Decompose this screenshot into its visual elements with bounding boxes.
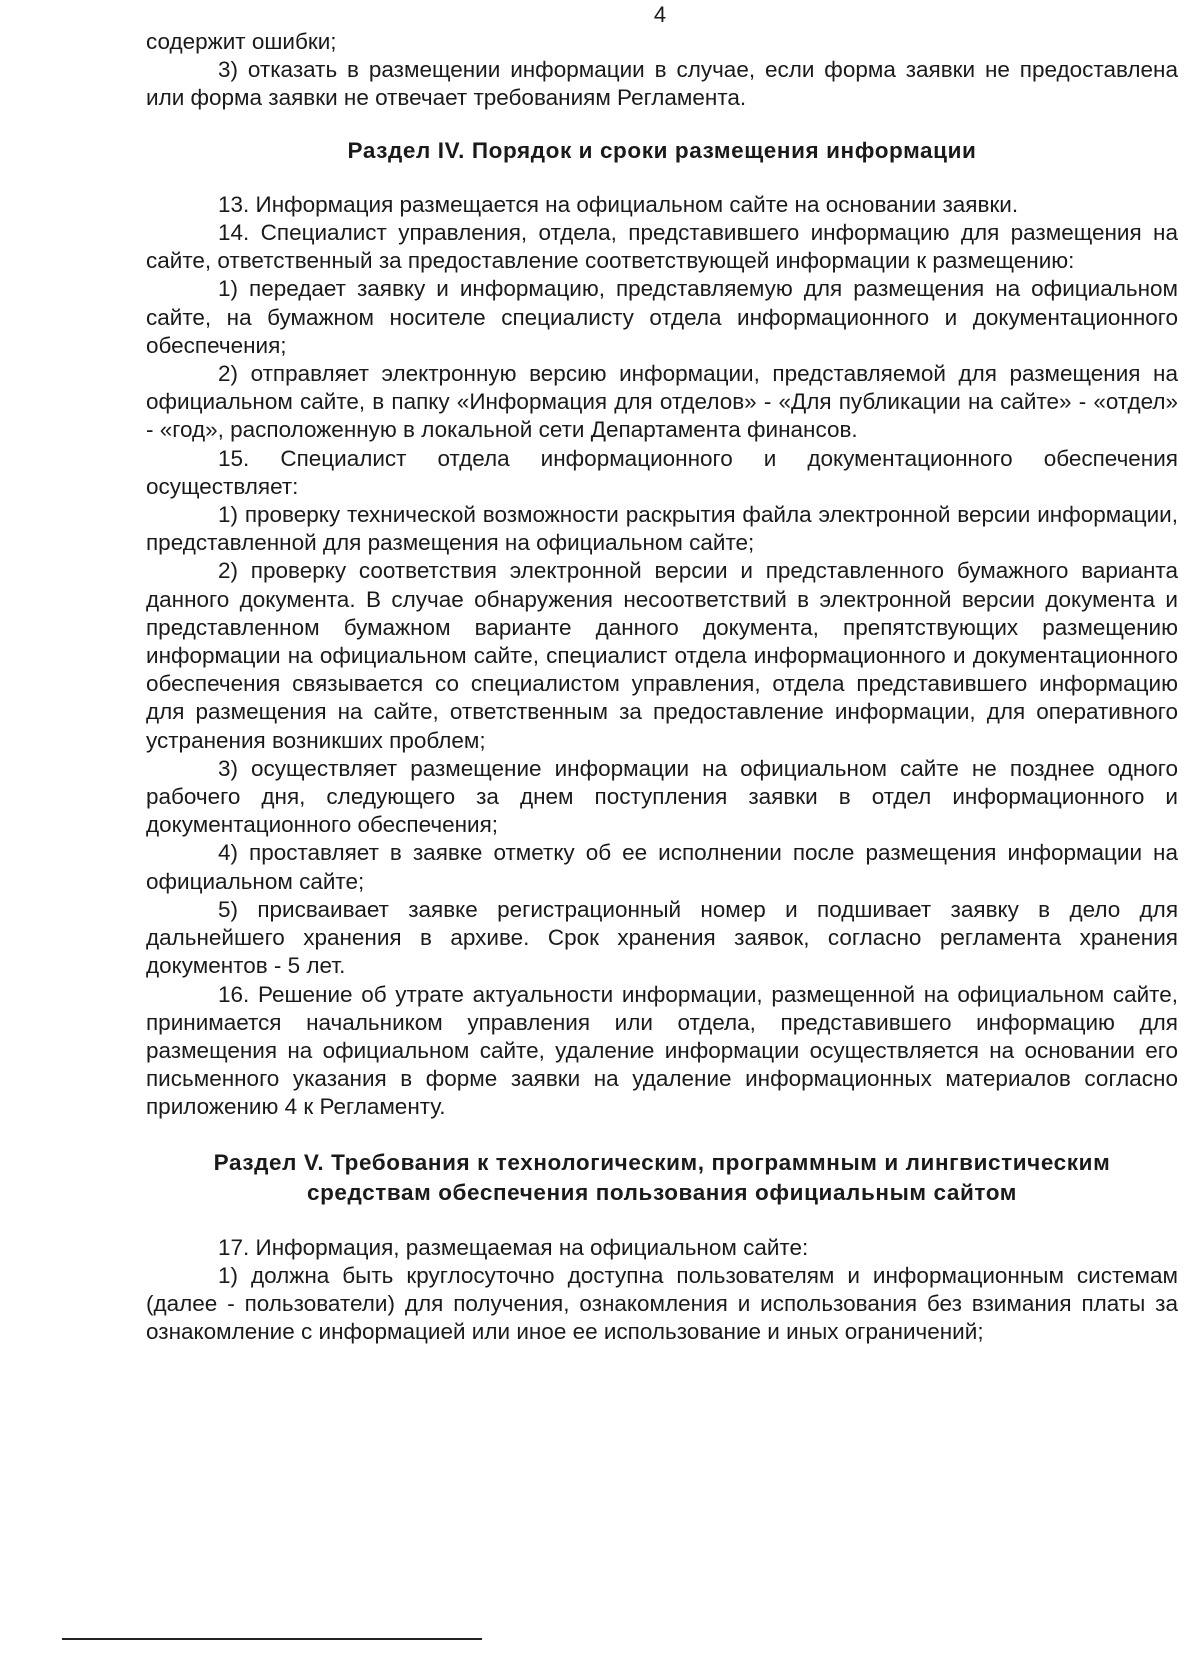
section-5-title-line-2: средствам обеспечения пользования официальным сайтом bbox=[306, 1179, 1018, 1205]
paragraph-refuse-item: 3) отказать в размещении информации в случае, если форма заявки не предоставлена или форма заявки не отвечает требованиям Регламента. bbox=[146, 57, 1178, 111]
paragraph-15-item-4: 4) проставляет в заявке отметку об ее исполнении после размещения информации на официальном сайте; bbox=[146, 840, 1178, 894]
footnote-separator bbox=[62, 1638, 482, 1640]
paragraph-13: 13. Информация размещается на официальном сайте на основании заявки. bbox=[218, 191, 1019, 217]
paragraph-16: 16. Решение об утрате актуальности информации, размещенной на официальном сайте, принимается начальником управления или отдела, представившего информацию для размещения на официальном сайте, удаление информации осуществляется на основании его письменного указания в форме заявки на удаление информационных материалов согласно приложению 4 к Регламенту. bbox=[146, 981, 1178, 1120]
paragraph-14-item-1: 1) передает заявку и информацию, представляемую для размещения на официальном сайте, на бумажном носителе специалисту отдела информационного и документационного обеспечения; bbox=[146, 276, 1178, 358]
section-5-title-line-1: Раздел V. Требования к технологическим, программным и лингвистическим bbox=[213, 1149, 1111, 1175]
paragraph-17: 17. Информация, размещаемая на официальном сайте: bbox=[218, 1234, 809, 1260]
paragraph-17-item-1: 1) должна быть круглосуточно доступна пользователям и информационным системам (далее - пользователи) для получения, ознакомления и использования без взимания платы за ознакомление с информацией или иное ее использование и иных ограничений; bbox=[146, 1262, 1178, 1345]
paragraph-15-item-2: 2) проверку соответствия электронной версии и представленного бумажного варианта данного документа. В случае обнаружения несоответствий в электронной версии документа и представленном бумажном варианте данного документа, препятствующих размещению информации на официальном сайте, специалист отдела информационного и документационного обеспечения связывается со специалистом управления, отдела представившего информацию для размещения на сайте, ответственным за предоставление информации, для оперативного устранения возникших проблем; bbox=[146, 558, 1178, 753]
paragraph-15-item-1: 1) проверку технической возможности раскрытия файла электронной версии информации, представленной для размещения на официальном сайте; bbox=[146, 502, 1178, 556]
page-number: 4 bbox=[653, 2, 667, 27]
paragraph-15-item-5: 5) присваивает заявке регистрационный номер и подшивает заявку в дело для дальнейшего хранения в архиве. Срок хранения заявок, согласно регламента хранения документов - 5 лет. bbox=[146, 896, 1178, 979]
paragraph-14: 14. Специалист управления, отдела, представившего информацию для размещения на сайте, ответственный за предоставление соответствующей информации к размещению: bbox=[146, 220, 1178, 274]
section-5-title bbox=[146, 1148, 1178, 1208]
paragraph-15-item-3: 3) осуществляет размещение информации на официальном сайте не позднее одного рабочего дня, следующего за днем поступления заявки в отдел информационного и документационного обеспечения; bbox=[146, 755, 1178, 838]
paragraph-14-item-2: 2) отправляет электронную версию информации, представляемой для размещения на официальном сайте, в папку «Информация для отделов» - «Для публикации на сайте» - «отдел» - «год», расположенную в локальной сети Департамента финансов. bbox=[146, 361, 1178, 443]
document-body bbox=[146, 28, 1178, 1346]
paragraph-15: 15. Специалист отдела информационного и документационного обеспечения осуществляет: bbox=[146, 445, 1178, 499]
section-4-title: Раздел IV. Порядок и сроки размещения информации bbox=[347, 137, 977, 163]
paragraph-fragment: содержит ошибки; bbox=[146, 29, 337, 54]
